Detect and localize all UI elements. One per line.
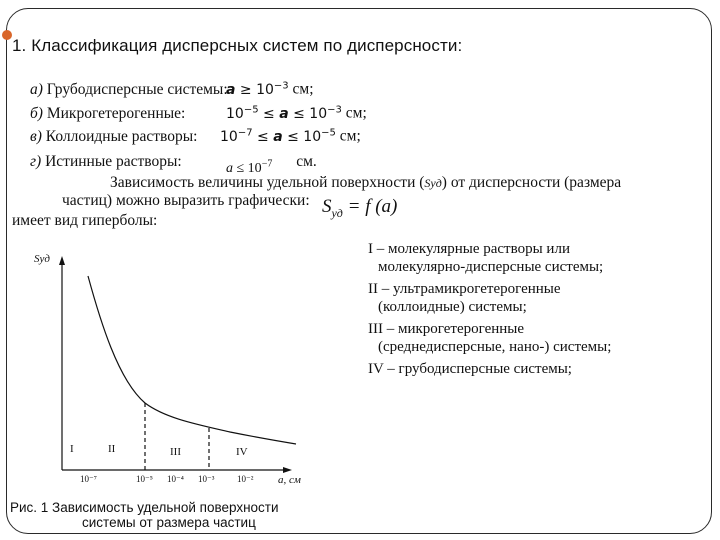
paragraph-line: Зависимость величины удельной поверхности (Sуд) от дисперсности (размера xyxy=(110,174,622,191)
class-item: б) Микрогетерогенные: $10^{-5} \le a \le 10^{-3}$ см; xyxy=(30,104,367,122)
formula: $S_{уд} = f$ (a) xyxy=(322,196,398,220)
paragraph-line: имеет вид гиперболы: xyxy=(12,212,158,229)
region-label: I xyxy=(70,443,74,455)
region-label: II xyxy=(108,443,116,455)
legend-item: I – молекулярные растворы или молекулярно-дисперсные системы; xyxy=(368,241,604,275)
x-tick-label: 10⁻³ xyxy=(198,474,215,484)
legend-item: II – ультрамикрогетерогенные (коллоидные) системы; xyxy=(368,281,561,315)
class-item: г) Истинные растворы: $a \le 10^{-7}$ см. xyxy=(30,152,317,176)
slide-title: 1. Классификация дисперсных систем по дисперсности: xyxy=(12,36,463,55)
class-item: а) Грубодисперсные системы:a ≥ $10^{-3}$ см; xyxy=(30,80,314,98)
x-tick-label: 10⁻² xyxy=(237,474,254,484)
x-tick-label: 10⁻⁵ xyxy=(136,474,153,484)
x-tick-label: 10⁻⁷ xyxy=(80,474,97,484)
x-axis-arrow xyxy=(283,467,292,473)
figure-caption: Рис. 1 Зависимость удельной поверхности системы от размера частиц xyxy=(10,500,279,530)
region-label: III xyxy=(170,446,181,458)
paragraph-line: частиц) можно выразить графически: xyxy=(62,192,310,209)
x-axis-label: a, см xyxy=(278,474,301,486)
legend-item: III – микрогетерогенные (среднедисперсные, нано-) системы; xyxy=(368,321,612,355)
legend-item: IV – грубодисперсные системы; xyxy=(368,361,572,377)
x-tick-label: 10⁻⁴ xyxy=(167,474,184,484)
class-item: в) Коллоидные растворы: $10^{-7} \le a \le 10^{-5}$ см; xyxy=(30,127,361,145)
curve xyxy=(88,276,296,444)
y-axis-label: Sуд xyxy=(34,253,50,265)
y-axis-arrow xyxy=(59,256,65,265)
region-label: IV xyxy=(236,446,248,458)
